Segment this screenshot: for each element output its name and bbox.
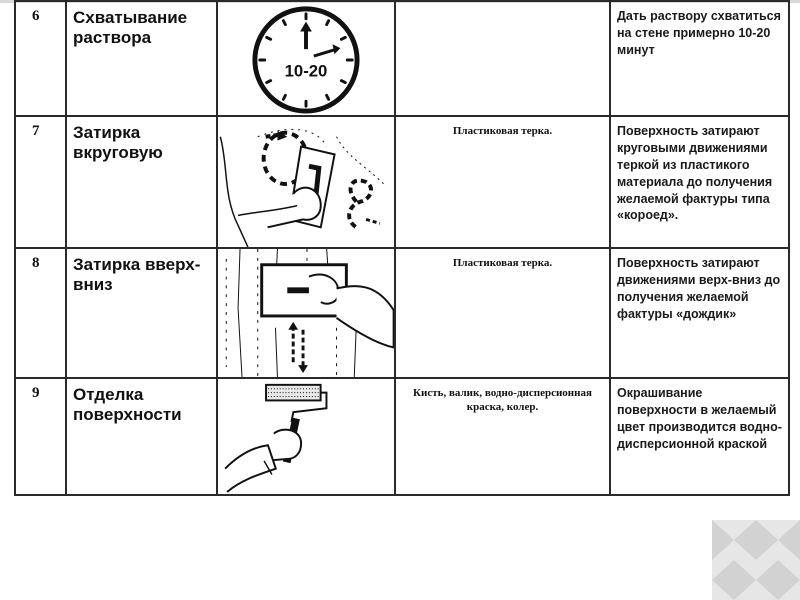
row-number: 9 bbox=[15, 378, 66, 495]
operation-name: Затирка вкруговую bbox=[66, 116, 217, 248]
vertical-trowel-icon bbox=[218, 249, 394, 377]
tools-text bbox=[395, 1, 610, 116]
table-row bbox=[15, 248, 789, 378]
circular-trowel-icon bbox=[218, 117, 394, 247]
instruction-table bbox=[14, 0, 790, 496]
tools-text: Пластиковая терка. bbox=[395, 116, 610, 248]
tools-text: Пластиковая терка. bbox=[395, 248, 610, 378]
description-text: Поверхность затирают движениями верх-вниз до получения желаемой фактуры «дождик» bbox=[610, 248, 789, 378]
tools-text: Кисть, валик, водно-дисперсионная краска, колер. bbox=[395, 378, 610, 495]
operation-name: Отделка поверхности bbox=[66, 378, 217, 495]
operation-name: Затирка вверх-вниз bbox=[66, 248, 217, 378]
table-row bbox=[15, 1, 789, 116]
decorative-pattern bbox=[712, 520, 800, 600]
description-text: Поверхность затирают круговыми движениями теркой из пластикого материала до получения желаемой фактуры типа «короед». bbox=[610, 116, 789, 248]
paint-roller-icon bbox=[218, 379, 394, 494]
row-number: 6 bbox=[15, 1, 66, 116]
clock-icon bbox=[218, 2, 394, 115]
row-number: 7 bbox=[15, 116, 66, 248]
clock-label: 10-20 bbox=[284, 61, 328, 81]
illustration-cell bbox=[217, 248, 395, 378]
table-row bbox=[15, 116, 789, 248]
operation-name: Схватывание раствора bbox=[66, 1, 217, 116]
illustration-cell bbox=[217, 116, 395, 248]
description-text: Окрашивание поверхности в желаемый цвет производится водно-дисперсионной краской bbox=[610, 378, 789, 495]
row-number: 8 bbox=[15, 248, 66, 378]
description-text: Дать раствору схватиться на стене примерно 10-20 минут bbox=[610, 1, 789, 116]
table-row bbox=[15, 378, 789, 495]
illustration-cell bbox=[217, 378, 395, 495]
diamond-pattern-icon bbox=[712, 520, 800, 600]
illustration-cell bbox=[217, 1, 395, 116]
